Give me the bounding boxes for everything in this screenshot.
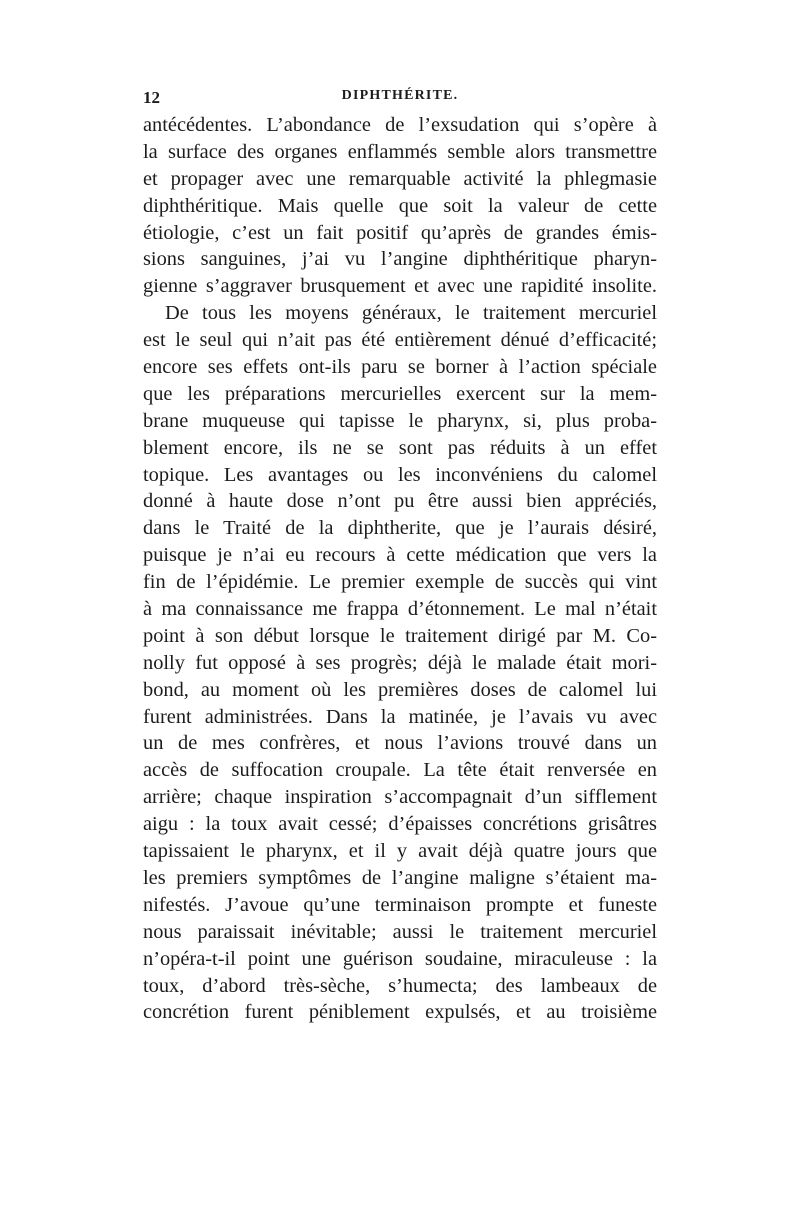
text-line: topique. Les avantages ou les inconvéniens du calomel — [143, 463, 657, 486]
text-line: gienne s’aggraver brusquement et avec une rapidité insolite. — [143, 275, 657, 298]
text-line: toux, d’abord très-sèche, s’humecta; des lambeaux de — [143, 974, 657, 997]
text-line: aigu : la toux avait cessé; d’épaisses concrétions grisâtres — [143, 813, 657, 836]
text-line: nifestés. J’avoue qu’une terminaison prompte et funeste — [143, 893, 657, 916]
text-line: puisque je n’ai eu recours à cette médication que vers la — [143, 544, 657, 567]
text-line: un de mes confrères, et nous l’avions trouvé dans un — [143, 732, 657, 755]
text-line: blement encore, ils ne se sont pas réduits à un effet — [143, 436, 657, 459]
text-line: point à son début lorsque le traitement dirigé par M. Co- — [143, 624, 657, 647]
text-line: tapissaient le pharynx, et il y avait déjà quatre jours que — [143, 840, 657, 863]
text-line: antécédentes. L’abondance de l’exsudation qui s’opère à — [143, 114, 657, 136]
body-text — [143, 112, 657, 1026]
text-line: donné à haute dose n’ont pu être aussi bien appréciés, — [143, 490, 657, 513]
text-line: encore ses effets ont-ils paru se borner à l’action spéciale — [143, 356, 657, 379]
text-line: arrière; chaque inspiration s’accompagnait d’un sifflement — [143, 786, 657, 809]
text-line: et propager avec une remarquable activité la phlegmasie — [143, 167, 657, 190]
text-line: bond, au moment où les premières doses de calomel lui — [143, 678, 657, 701]
paragraph-first-line: De tous les moyens généraux, le traitement mercuriel — [165, 302, 657, 325]
text-line: sions sanguines, j’ai vu l’angine diphthéritique pharyn- — [143, 248, 657, 271]
running-title: DIPHTHÉRITE. — [341, 88, 459, 103]
text-line: que les préparations mercurielles exercent sur la mem- — [143, 382, 657, 405]
text-line: nolly fut opposé à ses progrès; déjà le malade était mori- — [143, 651, 657, 674]
text-line: accès de suffocation croupale. La tête était renversée en — [143, 759, 657, 782]
running-head — [143, 88, 657, 112]
text-line: les premiers symptômes de l’angine maligne s’étaient ma- — [143, 866, 657, 889]
text-line: brane muqueuse qui tapisse le pharynx, si, plus proba- — [143, 409, 657, 432]
page-number: 12 — [143, 88, 160, 107]
text-line: dans le Traité de la diphtherite, que je l’aurais désiré, — [143, 517, 657, 540]
text-line: n’opéra-t-il point une guérison soudaine, miraculeuse : la — [143, 947, 657, 970]
text-line: fin de l’épidémie. Le premier exemple de succès qui vint — [143, 571, 657, 594]
text-line: concrétion furent péniblement expulsés, et au troisième — [143, 1001, 657, 1024]
text-line: diphthéritique. Mais quelle que soit la valeur de cette — [143, 194, 657, 217]
text-line: nous paraissait inévitable; aussi le traitement mercuriel — [143, 920, 657, 943]
text-line: furent administrées. Dans la matinée, je l’avais vu avec — [143, 705, 657, 728]
text-line: étiologie, c’est un fait positif qu’après de grandes émis- — [143, 221, 657, 244]
text-line: est le seul qui n’ait pas été entièrement dénué d’efficacité; — [143, 329, 657, 352]
text-line: la surface des organes enflammés semble alors transmettre — [143, 140, 657, 163]
text-line: à ma connaissance me frappa d’étonnement. Le mal n’était — [143, 598, 657, 621]
